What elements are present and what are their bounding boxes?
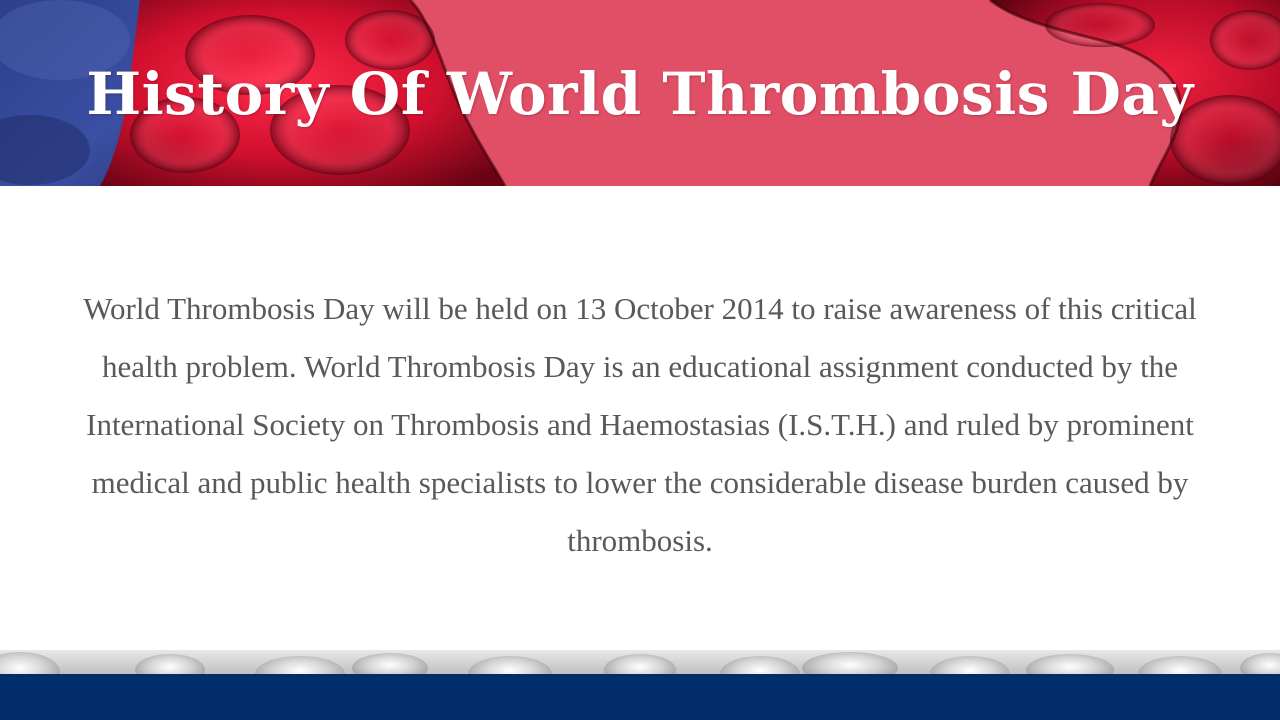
body-paragraph: World Thrombosis Day will be held on 13 October 2014 to raise awareness of this critical health problem. World Thrombosis Day is an educational assignment conducted by the International Society on Thrombosis and Haemostasias (I.S.T.H.) and ruled by prominent medical and public health specialists to lower the considerable disease burden caused by thrombosis. [83,291,1197,558]
page-title: History Of World Thrombosis Day [86,60,1194,128]
footer-bar [0,674,1280,720]
blood-cells-footer-image [0,650,1280,676]
title-banner [0,0,1280,186]
